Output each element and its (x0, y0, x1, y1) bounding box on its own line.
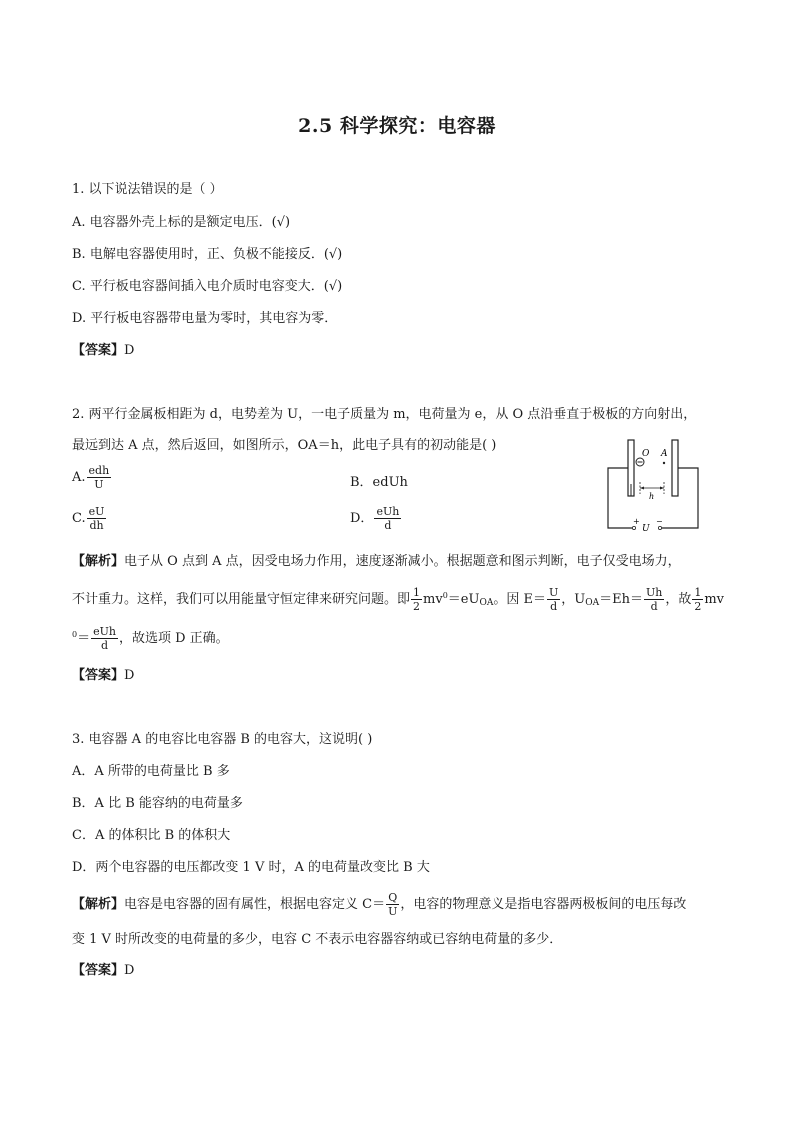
q2-option-d-label: D． (350, 511, 374, 526)
q2-analysis-line3 (72, 620, 229, 654)
q1-option-b: B. 电解电容器使用时，正、负极不能接反．(√) (72, 247, 343, 262)
qu-numerator: Q (386, 891, 399, 905)
q2-analysis-label: 【解析】 (72, 554, 125, 569)
comma-u: ，U (561, 592, 586, 607)
mv-text: mv (423, 592, 443, 607)
q2-option-a (72, 464, 112, 491)
label-plus: + (633, 517, 640, 526)
q1-stem: 1. 以下说法错误的是（ ） (72, 182, 223, 197)
label-u: U (642, 524, 650, 534)
line3-tail: ，故选项 D 正确。 (118, 631, 229, 646)
q2-option-d (350, 505, 402, 532)
v0-sub-2: 0 (72, 630, 78, 639)
q2-stem-line1: 2. 两平行金属板相距为 d，电势差为 U，一电子质量为 m，电荷量为 e，从 O 点沿垂直于极板的方向射出， (72, 407, 697, 422)
half-denominator: 2 (413, 600, 421, 613)
half-fraction-2 (692, 586, 703, 613)
q3-analysis-text2: ，电容的物理意义是指电容器两极板间的电压每改 (400, 897, 687, 912)
q1-option-c: C. 平行板电容器间插入电介质时电容变大．(√) (72, 279, 343, 294)
q2-answer-value: D (124, 668, 135, 683)
q2-option-c-denominator: dh (89, 519, 104, 532)
q2-option-a-numerator: edh (88, 464, 110, 477)
q2-analysis-text1: 电子从 O 点到 A 点，因受电场力作用，速度逐渐减小。根据题意和图示判断，电子仅受电场力， (124, 554, 681, 569)
ud-numerator: U (548, 586, 559, 599)
q2-answer-label: 【答案】 (72, 668, 125, 683)
q2-option-c (72, 505, 107, 532)
uh-over-d-fraction (644, 586, 664, 613)
half-denominator-2: 2 (694, 600, 702, 613)
euh-over-d-fraction (91, 625, 118, 652)
q2-option-c-numerator: eU (88, 505, 105, 518)
terminal-left (632, 526, 635, 529)
half-numerator-2: 1 (694, 586, 702, 599)
line3-eq: ＝ (77, 631, 91, 646)
q2-option-a-label: A. (72, 470, 86, 485)
because-text: 。因 E＝ (493, 592, 546, 607)
euh-denominator: d (101, 639, 109, 652)
q1-answer (72, 342, 134, 360)
q2-option-d-denominator: d (384, 519, 392, 532)
q2-analysis-text2: 不计重力。这样，我们可以用能量守恒定律来研究问题。即 (72, 592, 411, 607)
euh-numerator: eUh (93, 625, 116, 638)
so-text: ，故 (665, 592, 692, 607)
q2-option-a-fraction (87, 464, 112, 491)
u-over-d-fraction (547, 586, 560, 613)
qu-denominator: U (388, 905, 398, 918)
page-title: 2.5 科学探究：电容器 (298, 115, 496, 137)
terminal-right (658, 526, 661, 529)
oa-sub: OA (479, 598, 494, 608)
label-a: A (661, 449, 668, 459)
q1-answer-label: 【答案】 (72, 343, 125, 358)
oa-sub-2: OA (585, 598, 600, 608)
q1-option-d: D. 平行板电容器带电量为零时，其电容为零． (72, 311, 338, 326)
q3-analysis-label: 【解析】 (72, 897, 125, 912)
wire-right (662, 468, 698, 528)
q1-answer-value: D (124, 343, 135, 358)
q2-stem-line2: 最远到达 A 点，然后返回，如图所示，OA＝h，此电子具有的初动能是( ) (72, 438, 497, 453)
q3-option-c: C．A 的体积比 B 的体积大 (72, 828, 231, 843)
q3-answer (72, 962, 134, 980)
q2-answer (72, 667, 134, 685)
half-fraction (411, 586, 422, 613)
v0-sub: 0 (442, 591, 448, 600)
q2-option-b: B．edUh (350, 475, 408, 490)
q2-option-d-numerator: eUh (376, 505, 400, 518)
uhd-denominator: d (650, 600, 658, 613)
q3-answer-label: 【答案】 (72, 963, 125, 978)
eq-eh: ＝Eh＝ (599, 592, 643, 607)
q-over-u-fraction (386, 891, 399, 918)
q3-analysis-line2: 变 1 V 时所改变的电荷量的多少，电容 C 不表示电容器容纳或已容纳电荷量的多少． (72, 932, 563, 947)
q3-stem: 3. 电容器 A 的电容比电容器 B 的电容大，这说明( ) (72, 732, 373, 747)
q3-option-b: B．A 比 B 能容纳的电荷量多 (72, 796, 243, 811)
label-minus: − (656, 517, 663, 526)
half-numerator: 1 (413, 586, 421, 599)
q3-option-d: D．两个电容器的电压都改变 1 V 时，A 的电荷量改变比 B 大 (72, 860, 430, 875)
q2-analysis-line2 (72, 581, 724, 618)
mv-text-2: mv (704, 592, 725, 607)
q3-analysis-line1 (72, 890, 686, 920)
q1-option-a: A. 电容器外壳上标的是额定电压．(√) (72, 215, 291, 230)
label-h: h (649, 492, 655, 501)
label-o: O (642, 449, 650, 459)
point-a (663, 462, 665, 464)
q2-option-a-denominator: U (94, 478, 104, 491)
ud-denominator: d (550, 600, 558, 613)
q2-analysis-line1 (72, 553, 681, 571)
q2-option-c-fraction (87, 505, 107, 532)
capacitor-diagram (600, 436, 710, 536)
q3-option-a: A．A 所带的电荷量比 B 多 (72, 764, 230, 779)
eq-eu: ＝eU (447, 592, 480, 607)
right-plate (672, 440, 678, 496)
q3-answer-value: D (124, 963, 135, 978)
q3-analysis-text1: 电容是电容器的固有属性，根据电容定义 C＝ (124, 897, 386, 912)
uhd-numerator: Uh (645, 586, 663, 599)
q2-option-d-fraction (374, 505, 401, 532)
q2-option-c-label: C. (72, 511, 86, 526)
